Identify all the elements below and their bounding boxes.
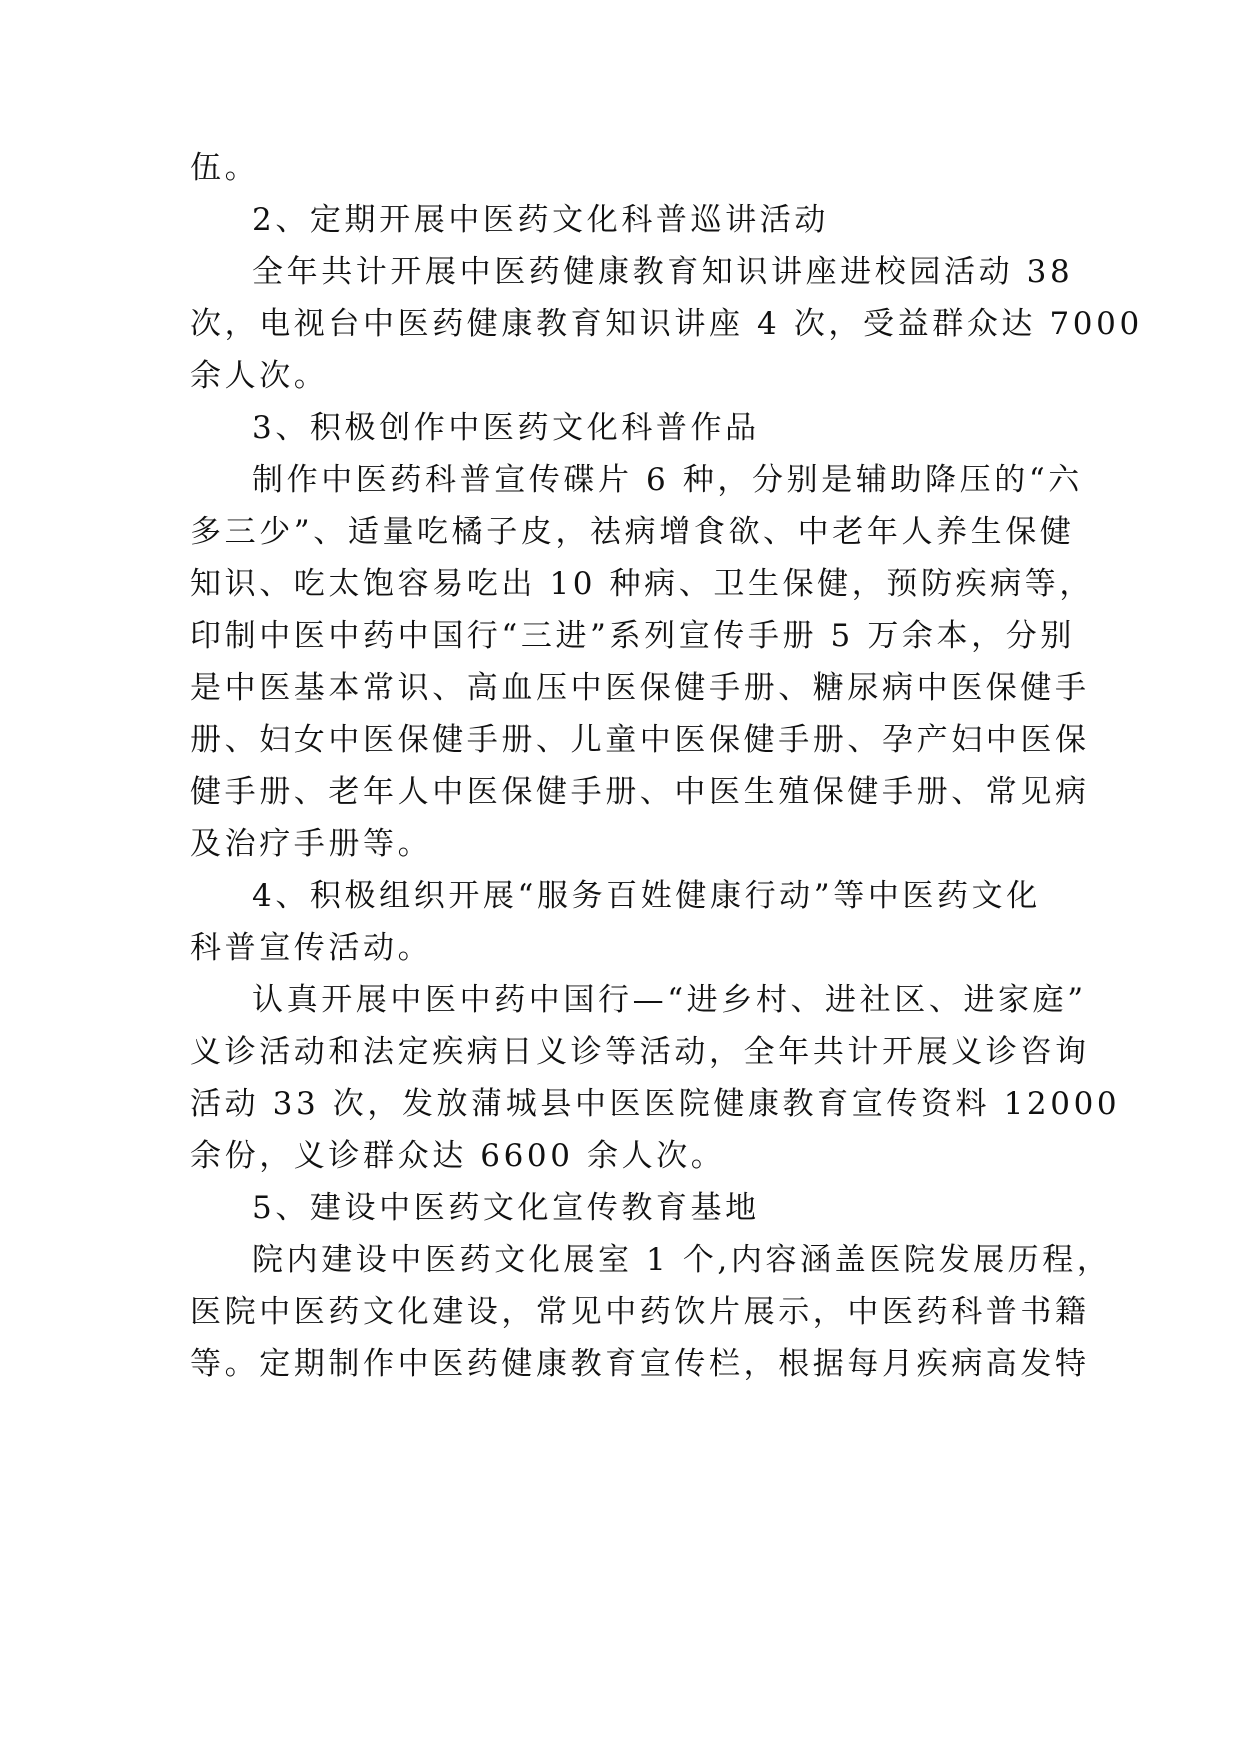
section-heading: 3、积极创作中医药文化科普作品 [252,410,760,446]
text-line: 全年共计开展中医药健康教育知识讲座进校园活动 38 [252,254,1074,290]
text-line: 及治疗手册等。 [190,826,433,862]
text-line: 余人次。 [190,358,329,394]
text-line: 伍。 [190,150,260,186]
section-heading: 2、定期开展中医药文化科普巡讲活动 [252,202,829,238]
section-heading: 5、建设中医药文化宣传教育基地 [252,1190,760,1226]
text-line: 健手册、老年人中医保健手册、中医生殖保健手册、常见病 [190,774,1090,810]
text-line: 印制中医中药中国行“三进”系列宣传手册 5 万余本，分别 [190,618,1075,654]
text-line: 制作中医药科普宣传碟片 6 种，分别是辅助降压的“六 [252,462,1083,498]
text-line: 余份，义诊群众达 6600 余人次。 [190,1138,726,1174]
text-line: 知识、吃太饱容易吃出 10 种病、卫生保健，预防疾病等， [190,566,1094,602]
text-line: 次，电视台中医药健康教育知识讲座 4 次，受益群众达 7000 [190,306,1143,342]
text-line: 义诊活动和法定疾病日义诊等活动，全年共计开展义诊咨询 [190,1034,1090,1070]
text-line: 等。定期制作中医药健康教育宣传栏，根据每月疾病高发特 [190,1346,1090,1382]
text-line: 多三少”、适量吃橘子皮，祛病增食欲、中老年人养生保健 [190,514,1075,550]
text-line: 册、妇女中医保健手册、儿童中医保健手册、孕产妇中医保 [190,722,1090,758]
section-heading: 4、积极组织开展“服务百姓健康行动”等中医药文化 [252,878,1041,914]
text-line: 活动 33 次，发放蒲城县中医医院健康教育宣传资料 12000 [190,1086,1121,1122]
text-line: 科普宣传活动。 [190,930,433,966]
text-line: 是中医基本常识、高血压中医保健手册、糖尿病中医保健手 [190,670,1090,706]
text-line: 院内建设中医药文化展室 1 个,内容涵盖医院发展历程， [252,1242,1112,1278]
text-line: 认真开展中医中药中国行—“进乡村、进社区、进家庭” [252,982,1087,1018]
text-line: 医院中医药文化建设，常见中药饮片展示，中医药科普书籍 [190,1294,1090,1330]
